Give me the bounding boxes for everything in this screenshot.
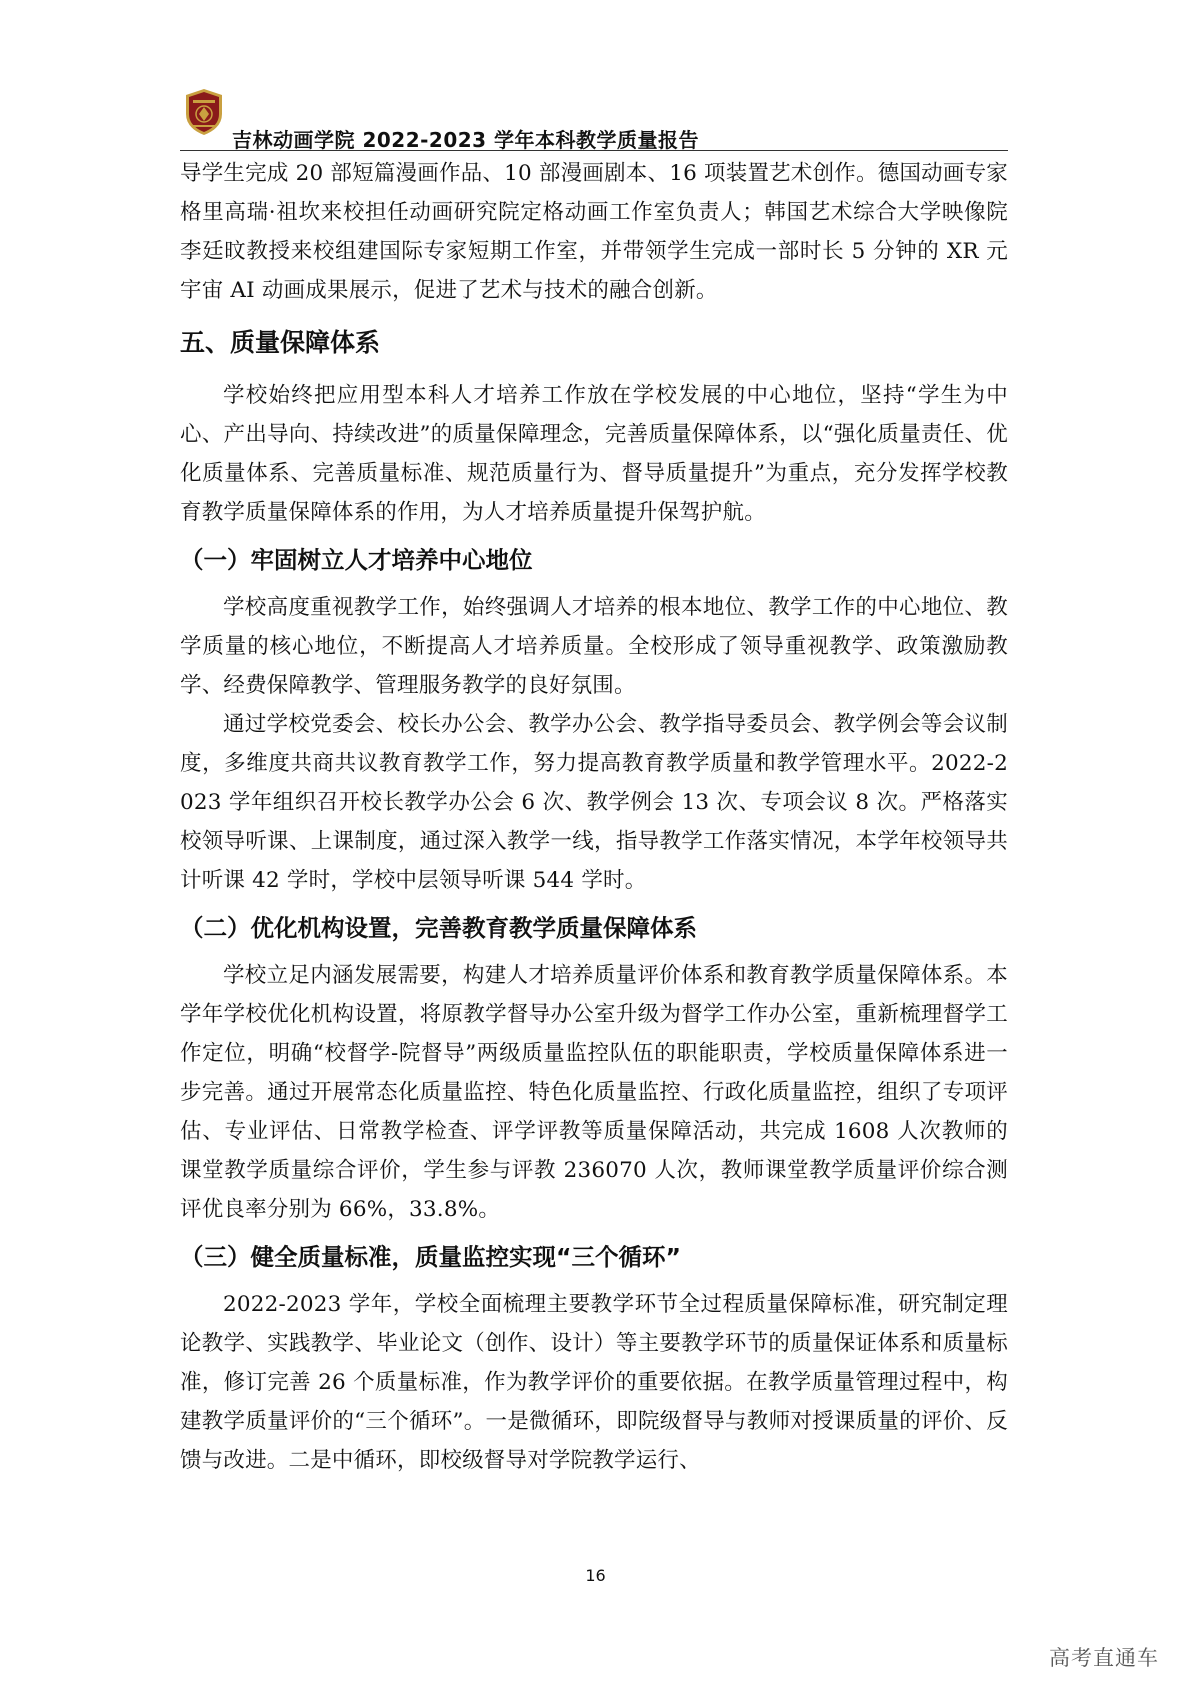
report-header-title: 吉林动画学院 2022-2023 学年本科教学质量报告 [232,128,700,152]
paragraph: 学校立足内涵发展需要，构建人才培养质量评价体系和教育教学质量保障体系。本学年学校优化机构设置，将原教学督导办公室升级为督学工作办公室，重新梳理督学工作定位，明确“校督学-院督导”两级质量监控队伍的职能职责，学校质量保障体系进一步完善。通过开展常态化质量监控、特色化质量监控、行政化质量监控，组织了专项评估、专业评估、日常教学检查、评学评教等质量保障活动，共完成 1608 人次教师的课堂教学质量综合评价，学生参与评教 236070 人次，教师课堂教学质量评价综合测评优良率分别为 66%，33.8%。 [180,963,1008,1222]
paragraph: 通过学校党委会、校长办公会、教学办公会、教学指导委员会、教学例会等会议制度，多维度共商共议教育教学工作，努力提高教育教学质量和教学管理水平。2022-2023 学年组织召开校长教学办公会 6 次、教学例会 13 次、专项会议 8 次。严格落实校领导听课、上课制度，通过深入教学一线，指导教学工作落实情况，本学年校领导共计听课 42 学时，学校中层领导听课 544 学时。 [180,712,1008,893]
paragraph: 学校始终把应用型本科人才培养工作放在学校发展的中心地位，坚持“学生为中心、产出导向、持续改进”的质量保障理念，完善质量保障体系，以“强化质量责任、优化质量体系、完善质量标准、规范质量行为、督导质量提升”为重点，充分发挥学校教育教学质量保障体系的作用，为人才培养质量提升保驾护航。 [180,383,1008,525]
header-divider [180,150,1008,151]
university-emblem-icon [184,88,224,136]
subsection-heading-3: （三）健全质量标准，质量监控实现“三个循环” [180,1243,681,1271]
subsection-heading-1: （一）牢固树立人才培养中心地位 [180,546,533,574]
page-header [180,80,1008,152]
paragraph-continued: 导学生完成 20 部短篇漫画作品、10 部漫画剧本、16 项装置艺术创作。德国动画专家格里高瑞·祖坎来校担任动画研究院定格动画工作室负责人；韩国艺术综合大学映像院李廷旼教授来校组建国际专家短期工作室，并带领学生完成一部时长 5 分钟的 XR 元宇宙 AI 动画成果展示，促进了艺术与技术的融合创新。 [180,161,1008,303]
watermark: 高考直通车 [1049,1646,1159,1670]
page-content [180,154,1008,1480]
subsection-heading-2: （二）优化机构设置，完善教育教学质量保障体系 [180,914,697,942]
paragraph: 2022-2023 学年，学校全面梳理主要教学环节全过程质量保障标准，研究制定理论教学、实践教学、毕业论文（创作、设计）等主要教学环节的质量保证体系和质量标准，修订完善 26 个质量标准，作为教学评价的重要依据。在教学质量管理过程中，构建教学质量评价的“三个循环”。一是微循环，即院级督导与教师对授课质量的评价、反馈与改进。二是中循环，即校级督导对学院教学运行、 [180,1292,1008,1473]
page-number: 16 [585,1566,606,1585]
section-heading: 五、质量保障体系 [180,328,381,357]
paragraph: 学校高度重视教学工作，始终强调人才培养的根本地位、教学工作的中心地位、教学质量的核心地位，不断提高人才培养质量。全校形成了领导重视教学、政策激励教学、经费保障教学、管理服务教学的良好氛围。 [180,595,1008,698]
